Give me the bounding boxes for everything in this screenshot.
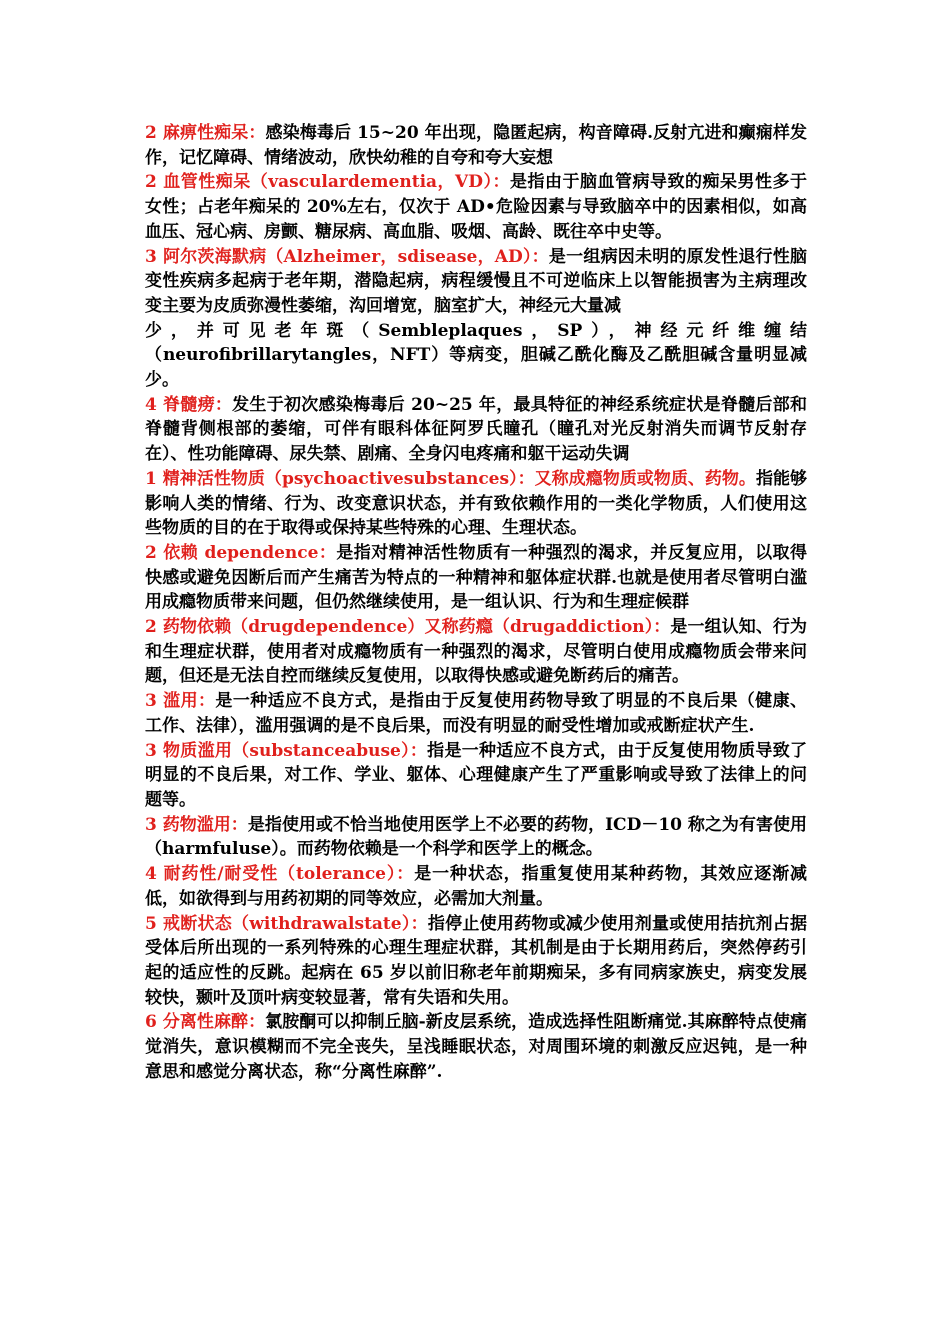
term-definition: 是一种适应不良方式，是指由于反复使用药物导致了明显的不良后果（健康、工作、法律），滥用强调的是不良后果，而没有明显的耐受性增加或戒断症状产生. [145,691,808,736]
term-definition: 发生于初次感染梅毒后 20~25 年，最具特征的神经系统症状是脊髓后部和脊髓背侧根部的萎缩，可伴有眼科体征阿罗氏瞳孔（瞳孔对光反射消失而调节反射存在）、性功能障碍、尿失禁、剧痛、全身闪电疼痛和躯干运动失调 [145,394,807,465]
term-heading: 5 戒断状态（withdrawalstate）： [145,913,428,934]
entry-substance-abuse [145,739,807,813]
term-definition-continued: 少，并可见老年斑（Sembleplaques，SP），神经元纤维缠结 [145,320,807,341]
term-definition-continued: （neurofibrillarytangles，NFT）等病变，胆碱乙酰化酶及乙酰胆碱含量明显减少。 [145,345,807,391]
entry-dependence [145,541,807,615]
term-definition: 氯胺酮可以抑制丘脑-新皮层系统，造成选择性阻断痛觉.其麻醉特点使痛觉消失，意识模糊而不完全丧失，呈浅睡眠状态，对周围环境的刺激反应迟钝，是一种意思和感觉分离状态，称“分离性麻醉”. [145,1012,807,1082]
term-heading: 4 耐药性/耐受性（tolerance）： [145,864,415,885]
term-definition: 是指由于脑血管病导致的痴呆男性多于女性；占老年痴呆的 20%左右，仅次于 AD•危险因素与导致脑卒中的因素相似，如高血压、冠心病、房颤、糖尿病、高血脂、吸烟、高龄、既往卒中史等。 [145,172,807,242]
entry-alzheimers-disease-spread-line [145,319,807,344]
term-definition: 指是一种适应不良方式，由于反复使用物质导致了明显的不良后果，对工作、学业、躯体、心理健康产生了严重影响或导致了法律上的问题等。 [145,740,807,810]
entry-alzheimers-disease-end [145,343,807,392]
term-heading: 6 分离性麻醉： [145,1012,266,1033]
term-definition: 指停止使用药物或减少使用剂量或使用拮抗剂占据受体后所出现的一系列特殊的心理生理症状群，其机制是由于长期用药后，突然停药引起的适应性的反跳。起病在 65 岁以前旧称老年前期痴呆，多有同病家族史，病变发展较快，颞叶及顶叶病变较显著，常有失语和失用。 [145,913,808,1008]
term-heading: 3 滥用： [145,691,216,712]
entry-vascular-dementia [145,170,807,244]
term-definition: 是一组病因未明的原发性退行性脑变性疾病多起病于老年期，潜隐起病，病程缓慢且不可逆临床上以智能损害为主病理改变主要为皮质弥漫性萎缩，沟回增宽，脑室扩大，神经元大量减 [145,246,807,316]
entry-drug-dependence [145,615,807,689]
entry-abuse [145,689,807,738]
term-heading: 3 阿尔茨海默病（Alzheimer，sdisease，AD）： [145,246,549,267]
term-heading: 4 脊髓痨： [145,394,233,415]
term-definition: 是指对精神活性物质有一种强烈的渴求，并反复应用，以取得快感或避免因断后而产生痛苦为特点的一种精神和躯体症状群.也就是使用者尽管明白滥用成瘾物质带来问题，但仍然继续使用，是一组认识、行为和生理症候群 [145,542,807,613]
entry-drug-abuse [145,813,807,862]
entry-dissociative-anesthesia [145,1010,807,1084]
term-definition: 指能够影响人类的情绪、行为、改变意识状态，并有致依赖作用的一类化学物质，人们使用这些物质的目的在于取得或保持某些特殊的心理、生理状态。 [145,468,808,539]
term-definition: 是一组认知、行为和生理症状群，使用者对成瘾物质有一种强烈的渴求，尽管明白使用成瘾物质会带来问题，但还是无法自控而继续反复使用，以取得快感或避免断药后的痛苦。 [145,617,808,687]
term-heading: 3 药物滥用： [145,814,248,835]
entry-psychoactive-substances [145,467,807,541]
entry-paralytic-dementia [145,121,807,170]
term-heading: 2 依赖 dependence： [145,542,337,563]
entry-withdrawal-state [145,912,807,1011]
term-definition: 感染梅毒后 15~20 年出现，隐匿起病，构音障碍.反射亢进和癫痫样发作，记忆障碍、情绪波动，欣快幼稚的自夸和夸大妄想 [145,123,807,168]
entry-tabes-dorsalis [145,393,807,467]
term-definition: 是一种状态，指重复使用某种药物，其效应逐渐减低，如欲得到与用药初期的同等效应，必需加大剂量。 [145,864,808,909]
document-page [145,121,807,1084]
term-heading: 2 血管性痴呆（vasculardementia，VD）： [145,172,510,193]
entry-alzheimers-disease [145,245,807,319]
entry-tolerance [145,862,807,911]
term-heading: 3 物质滥用（substanceabuse）： [145,740,428,761]
term-heading: 2 药物依赖（drugdependence）又称药瘾（drugaddiction）： [145,617,671,638]
term-heading: 2 麻痹性痴呆： [145,123,266,143]
term-definition: 是指使用或不恰当地使用医学上不必要的药物，ICD－10 称之为有害使用（harmfuluse）。而药物依赖是一个科学和医学上的概念。 [145,814,807,860]
term-heading: 1 精神活性物质（psychoactivesubstances）：又称成瘾物质或物质、药物。 [145,468,756,489]
